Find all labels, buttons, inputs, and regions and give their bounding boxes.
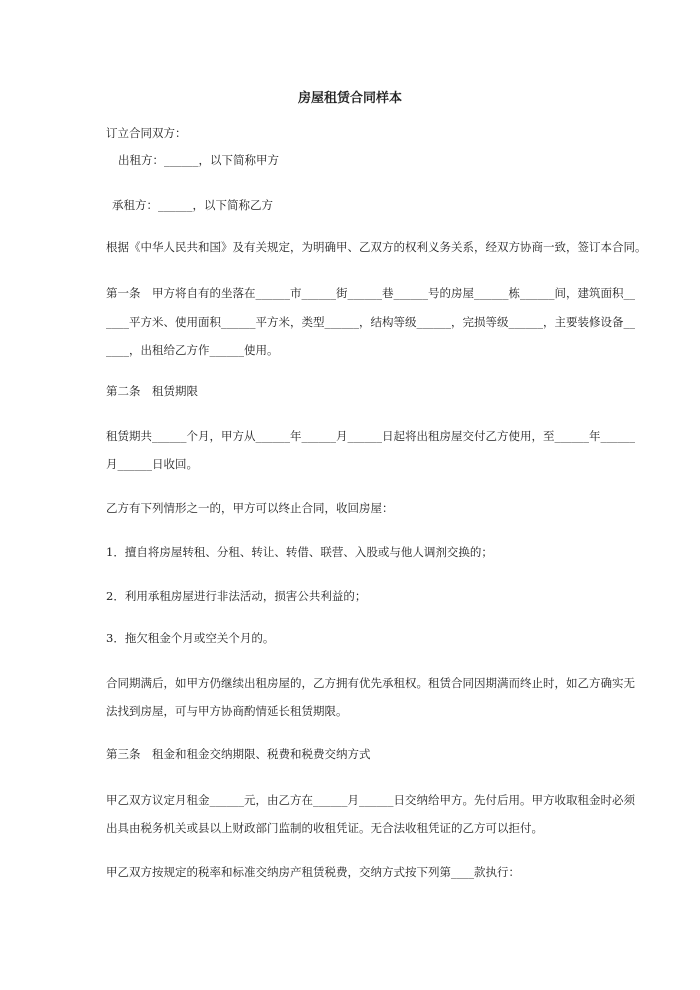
text-line: 第二条 租赁期限 bbox=[106, 384, 198, 398]
text-line: 2．利用承租房屋进行非法活动，损害公共利益的； bbox=[106, 589, 367, 603]
text-line: 法找到房屋，可与甲方协商酌情延长租赁期限。 bbox=[106, 704, 348, 718]
text-line: 合同期满后，如甲方仍继续出租房屋的，乙方拥有优先承租权。租赁合同因期满而终止时，如乙方确实无 bbox=[106, 676, 635, 690]
text-line: 3．拖欠租金个月或空关个月的。 bbox=[106, 631, 275, 645]
text-line: 出具由税务机关或县以上财政部门监制的收租凭证。无合法收租凭证的乙方可以拒付。 bbox=[106, 821, 543, 835]
text-line: 月______日收回。 bbox=[106, 457, 198, 471]
text-line: 根据《中华人民共和国》及有关规定，为明确甲、乙双方的权利义务关系，经双方协商一致，签订本合同。 bbox=[106, 240, 647, 254]
text-line: 租赁期共______个月，甲方从______年______月______日起将出租房屋交付乙方使用，至______年______ bbox=[106, 429, 635, 443]
document-title: 房屋租赁合同样本 bbox=[297, 91, 402, 106]
text-line: 第一条 甲方将自有的坐落在______市______街______巷______号的房屋______栋______间，建筑面积__ bbox=[106, 286, 635, 300]
text-line: 甲乙双方议定月租金______元，由乙方在______月______日交纳给甲方。先付后用。甲方收取租金时必须 bbox=[106, 793, 635, 807]
text-line: ____平方米、使用面积______平方米，类型______，结构等级______，完损等级______，主要装修设备__ bbox=[106, 315, 635, 329]
text-line: 承租方：______，以下简称乙方 bbox=[112, 198, 273, 212]
text-line: 1．擅自将房屋转租、分租、转让、转借、联营、入股或与他人调剂交换的； bbox=[106, 545, 493, 559]
text-line: 第三条 租金和租金交纳期限、税费和税费交纳方式 bbox=[106, 747, 371, 761]
text-line: 订立合同双方： bbox=[106, 126, 187, 140]
text-line: 甲乙双方按规定的税率和标准交纳房产租赁税费，交纳方式按下列第____款执行： bbox=[106, 865, 520, 879]
text-line: ____，出租给乙方作______使用。 bbox=[106, 343, 279, 357]
text-line: 出租方：______，以下简称甲方 bbox=[118, 153, 279, 167]
text-line: 乙方有下列情形之一的，甲方可以终止合同，收回房屋： bbox=[106, 501, 394, 515]
